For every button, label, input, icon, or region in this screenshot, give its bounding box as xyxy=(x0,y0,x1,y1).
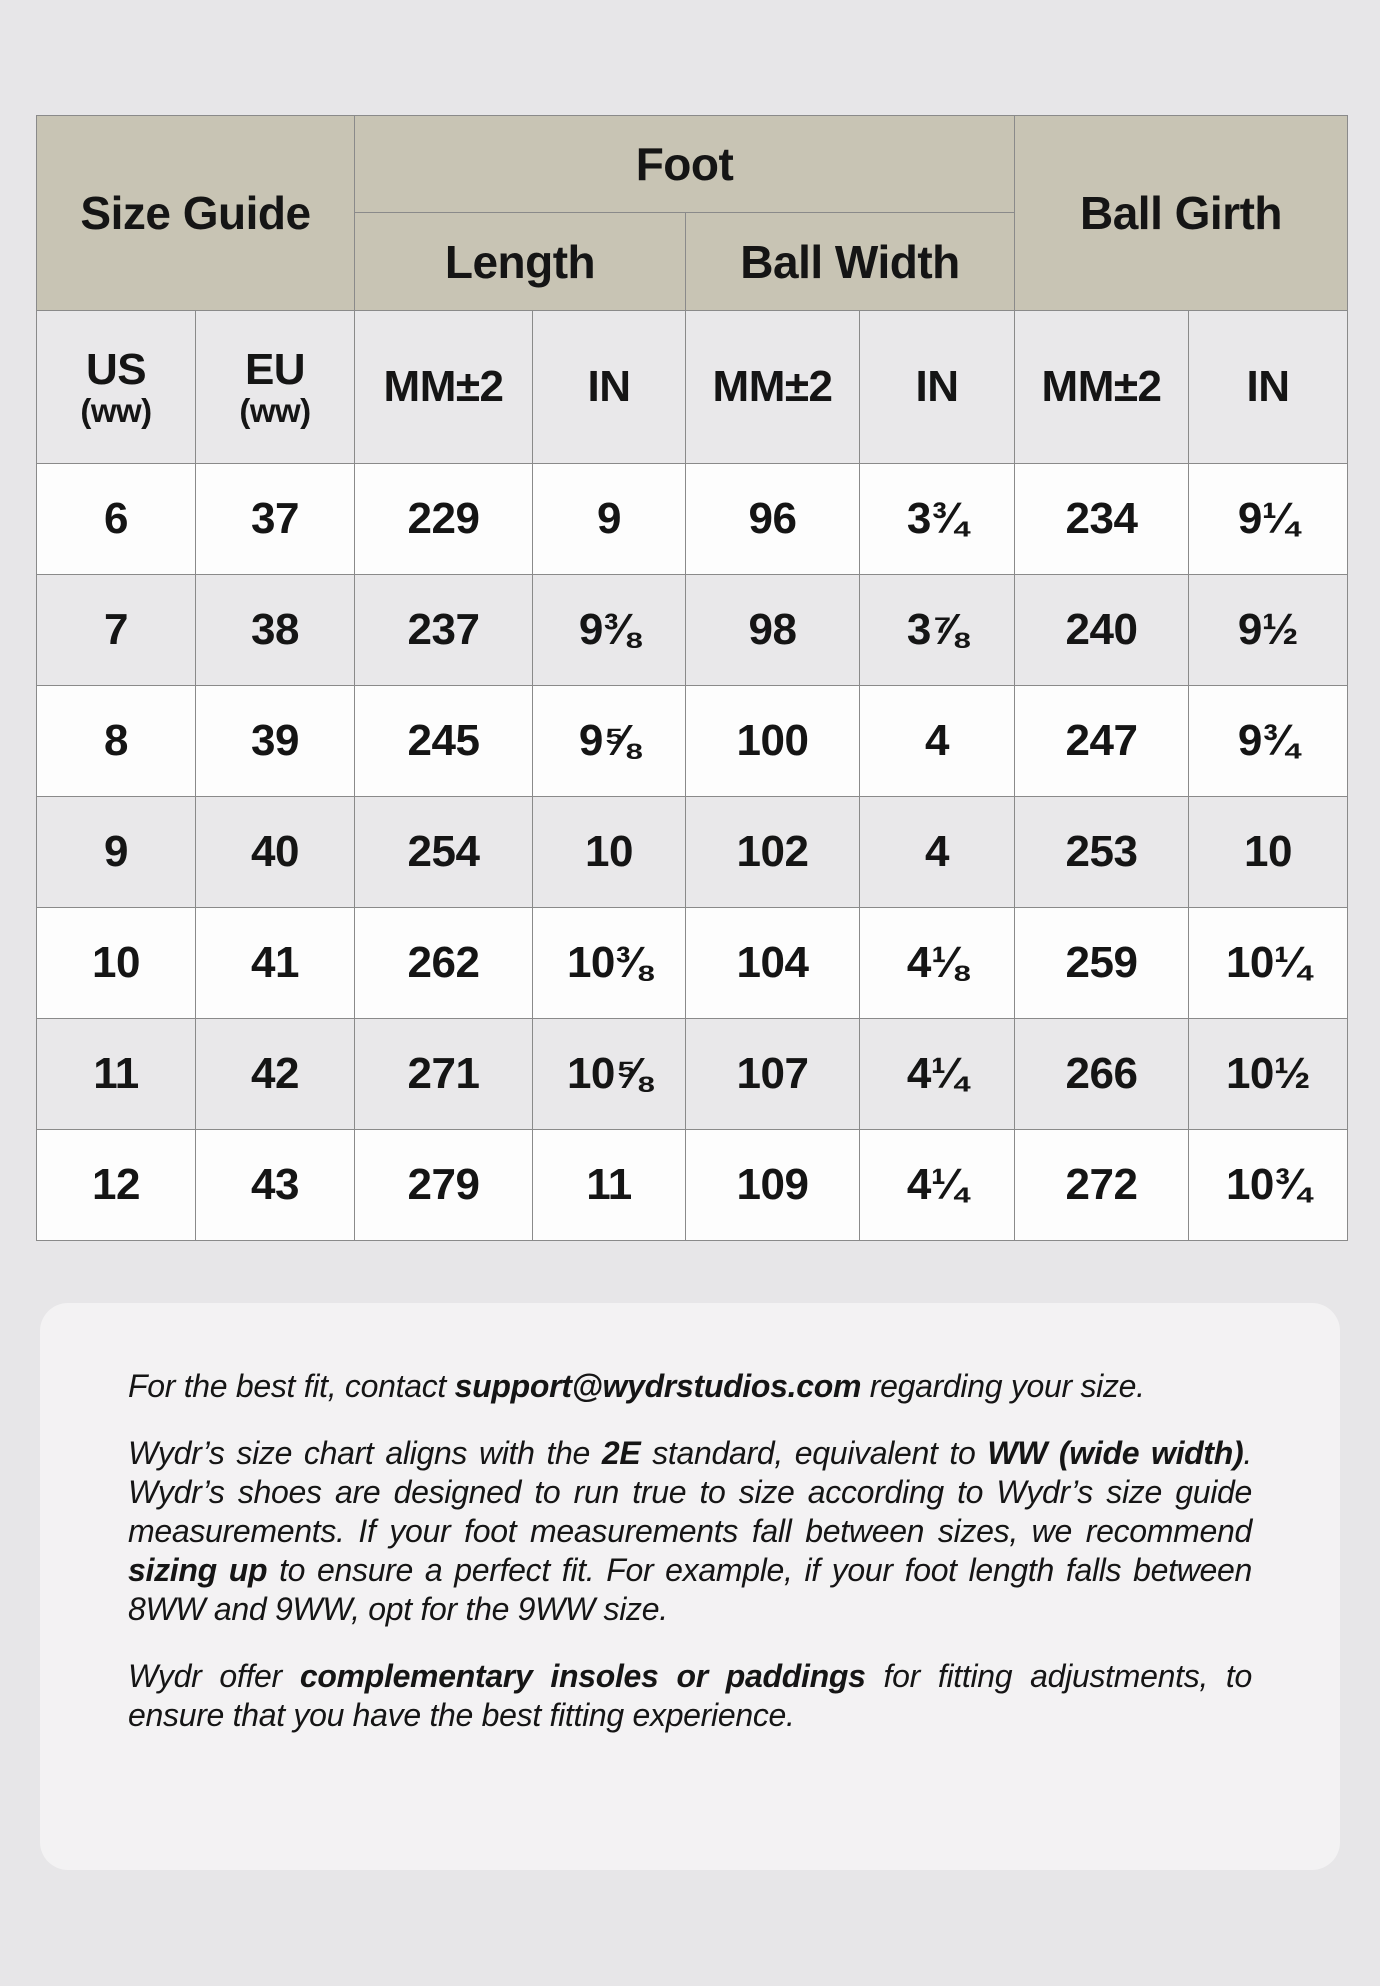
foot-group-header: Foot xyxy=(355,116,1015,213)
table-cell: 247 xyxy=(1015,686,1189,797)
column-header-label: IN xyxy=(915,362,959,412)
note-segment: Wydr’s size chart aligns with the xyxy=(128,1435,602,1471)
size-guide-title: Size Guide xyxy=(37,116,355,311)
column-header-sublabel: (ww) xyxy=(80,392,152,430)
table-cell: 39 xyxy=(196,686,355,797)
column-header xyxy=(1189,311,1348,464)
table-cell: 43 xyxy=(196,1130,355,1241)
table-cell: 9⅜ xyxy=(533,575,686,686)
table-cell: 10¼ xyxy=(1189,908,1348,1019)
table-cell: 41 xyxy=(196,908,355,1019)
table-cell: 10⅝ xyxy=(533,1019,686,1130)
table-cell: 9½ xyxy=(1189,575,1348,686)
table-cell: 4¼ xyxy=(860,1019,1015,1130)
table-row xyxy=(37,797,1348,908)
group-header-row xyxy=(37,116,1348,213)
table-cell: 107 xyxy=(686,1019,860,1130)
column-header xyxy=(196,311,355,464)
table-cell: 10 xyxy=(533,797,686,908)
column-header xyxy=(355,311,533,464)
table-cell: 253 xyxy=(1015,797,1189,908)
table-cell: 4¼ xyxy=(860,1130,1015,1241)
table-cell: 42 xyxy=(196,1019,355,1130)
column-header-sublabel: (ww) xyxy=(239,392,311,430)
ball-width-subgroup-header: Ball Width xyxy=(686,213,1015,311)
table-cell: 10⅜ xyxy=(533,908,686,1019)
table-row xyxy=(37,686,1348,797)
table-row xyxy=(37,1130,1348,1241)
table-cell: 10¾ xyxy=(1189,1130,1348,1241)
column-header-label: MM±2 xyxy=(712,362,833,412)
table-cell: 102 xyxy=(686,797,860,908)
table-cell: 259 xyxy=(1015,908,1189,1019)
size-guide-table xyxy=(36,115,1348,1241)
note-segment-bold: complementary insoles or paddings xyxy=(299,1658,866,1694)
note-segment: to ensure a perfect fit. For example, if your foot length falls between 8WW and 9WW, opt for the 9WW size. xyxy=(128,1552,1252,1627)
table-row xyxy=(37,575,1348,686)
table-cell: 4 xyxy=(860,686,1015,797)
note-segment: For the best fit, contact xyxy=(128,1368,455,1404)
column-header xyxy=(686,311,860,464)
table-cell: 272 xyxy=(1015,1130,1189,1241)
table-cell: 12 xyxy=(37,1130,196,1241)
table-row xyxy=(37,1019,1348,1130)
table-cell: 40 xyxy=(196,797,355,908)
note-segment-bold: sizing up xyxy=(128,1552,268,1588)
note-segment-bold: support@wydrstudios.com xyxy=(454,1368,862,1404)
table-cell: 9 xyxy=(37,797,196,908)
table-cell: 271 xyxy=(355,1019,533,1130)
table-body xyxy=(37,464,1348,1241)
note-segment: standard, equivalent to xyxy=(640,1435,988,1471)
table-cell: 38 xyxy=(196,575,355,686)
column-header xyxy=(1015,311,1189,464)
table-cell: 254 xyxy=(355,797,533,908)
note-segment-bold: WW (wide width) xyxy=(987,1435,1244,1471)
column-header xyxy=(37,311,196,464)
notes-panel xyxy=(40,1303,1340,1870)
note-segment: for fitting adjustments, to ensure that you have the best fitting experience. xyxy=(128,1658,1252,1733)
note-paragraph xyxy=(128,1434,1252,1629)
table-cell: 262 xyxy=(355,908,533,1019)
length-subgroup-header: Length xyxy=(355,213,686,311)
table-cell: 245 xyxy=(355,686,533,797)
table-cell: 3⅞ xyxy=(860,575,1015,686)
column-header-row xyxy=(37,311,1348,464)
table-cell: 234 xyxy=(1015,464,1189,575)
table-cell: 6 xyxy=(37,464,196,575)
column-header xyxy=(533,311,686,464)
table-cell: 4 xyxy=(860,797,1015,908)
table-cell: 266 xyxy=(1015,1019,1189,1130)
table-cell: 37 xyxy=(196,464,355,575)
table-row xyxy=(37,908,1348,1019)
table-cell: 100 xyxy=(686,686,860,797)
column-header-label: IN xyxy=(587,362,631,412)
note-segment: Wydr offer xyxy=(128,1658,300,1694)
table-cell: 240 xyxy=(1015,575,1189,686)
column-header-label: US xyxy=(85,344,147,394)
table-cell: 11 xyxy=(37,1019,196,1130)
table-cell: 3¾ xyxy=(860,464,1015,575)
table-cell: 7 xyxy=(37,575,196,686)
column-header-label: MM±2 xyxy=(1041,362,1162,412)
table-cell: 237 xyxy=(355,575,533,686)
note-paragraph xyxy=(128,1657,1252,1735)
table-cell: 9⅝ xyxy=(533,686,686,797)
table-cell: 10½ xyxy=(1189,1019,1348,1130)
table-row xyxy=(37,464,1348,575)
note-paragraph xyxy=(128,1367,1252,1406)
table-cell: 9 xyxy=(533,464,686,575)
table-cell: 10 xyxy=(37,908,196,1019)
column-header-label: IN xyxy=(1246,362,1290,412)
table-cell: 9¼ xyxy=(1189,464,1348,575)
column-header-label: MM±2 xyxy=(383,362,504,412)
table-cell: 8 xyxy=(37,686,196,797)
table-cell: 109 xyxy=(686,1130,860,1241)
note-segment: . Wydr’s shoes are designed to run true to size according to Wydr’s size guide measurements. If your foot measurements fall between sizes, we recommend xyxy=(128,1435,1252,1549)
table-cell: 11 xyxy=(533,1130,686,1241)
note-segment-bold: 2E xyxy=(601,1435,641,1471)
ball-girth-group-header: Ball Girth xyxy=(1015,116,1348,311)
table-cell: 104 xyxy=(686,908,860,1019)
table-cell: 9¾ xyxy=(1189,686,1348,797)
table-cell: 10 xyxy=(1189,797,1348,908)
table-cell: 279 xyxy=(355,1130,533,1241)
column-header-label: EU xyxy=(244,344,306,394)
table-cell: 4⅛ xyxy=(860,908,1015,1019)
note-segment: regarding your size. xyxy=(861,1368,1145,1404)
table-cell: 98 xyxy=(686,575,860,686)
table-header xyxy=(37,116,1348,464)
table-cell: 229 xyxy=(355,464,533,575)
table-cell: 96 xyxy=(686,464,860,575)
column-header xyxy=(860,311,1015,464)
